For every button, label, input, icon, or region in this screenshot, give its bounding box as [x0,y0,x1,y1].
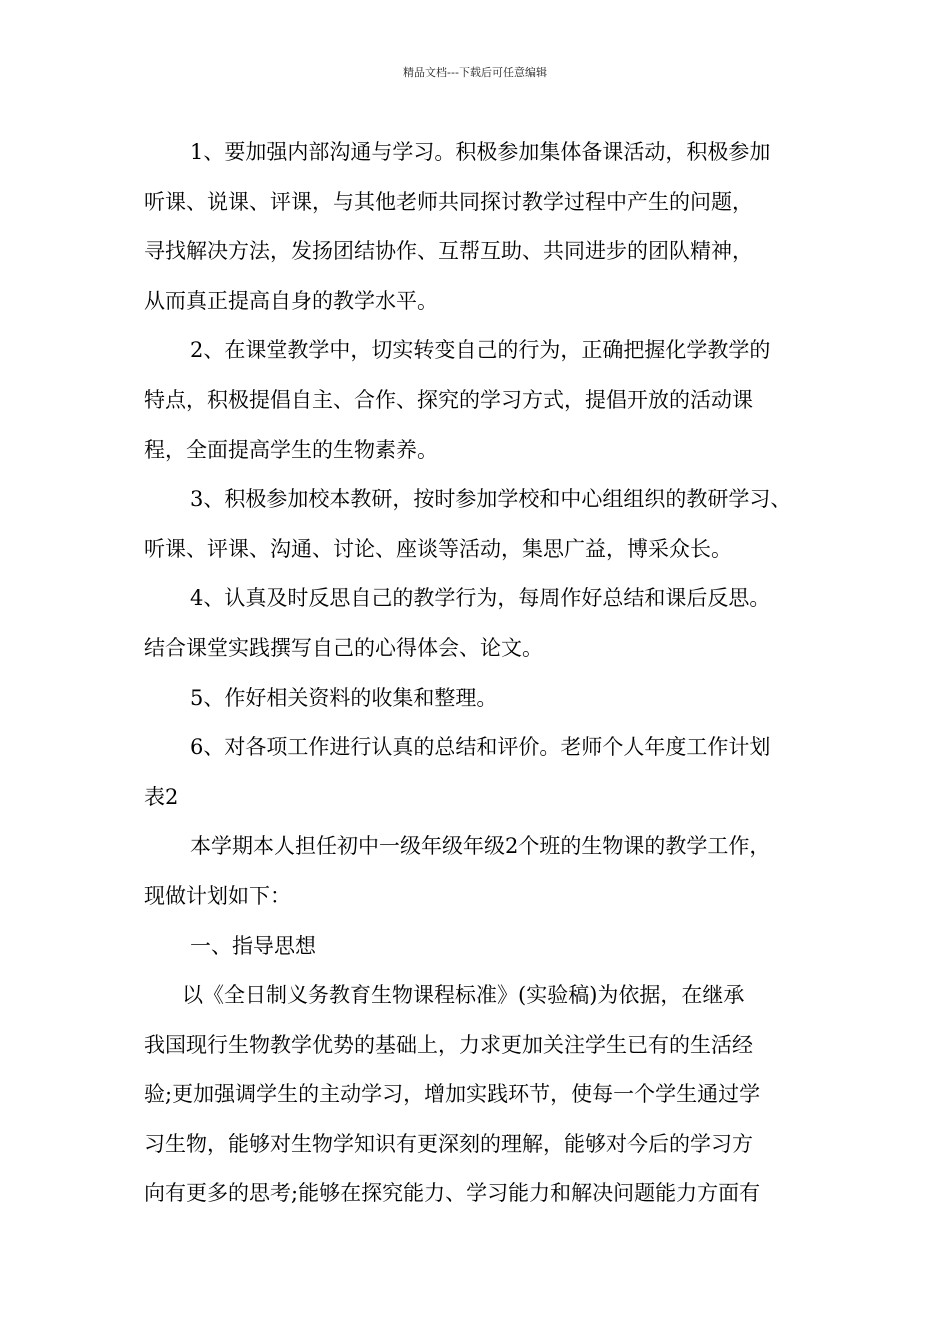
text-line: 6、对各项工作进行认真的总结和评价。老师个人年度工作计划 [190,735,771,760]
text-line: 程，全面提高学生的生物素养。 [144,437,438,462]
text-line: 结合课堂实践撰写自己的心得体会、论文。 [144,635,543,660]
text-line: 特点，积极提倡自主、合作、探究的学习方式，提倡开放的活动课 [144,387,753,412]
text-line: 4、认真及时反思自己的教学行为，每周作好总结和课后反思。 [190,586,771,611]
text-line: 向有更多的思考;能够在探究能力、学习能力和解决问题能力方面有 [144,1181,761,1206]
text-line: 寻找解决方法，发扬团结协作、互帮互助、共同进步的团队精神， [144,239,753,264]
text-line: 1、要加强内部沟通与学习。积极参加集体备课活动，积极参加 [190,140,771,164]
text-line: 以《全日制义务教育生物课程标准》(实验稿)为依据，在继承 [182,983,745,1008]
section-heading: 一、指导思想 [190,933,316,958]
text-line: 5、作好相关资料的收集和整理。 [190,685,498,710]
text-line: 习生物，能够对生物学知识有更深刻的理解，能够对今后的学习方 [144,1131,753,1156]
text-line: 2、在课堂教学中，切实转变自己的行为，正确把握化学教学的 [190,338,771,363]
document-body [144,128,824,1219]
text-line: 听课、说课、评课，与其他老师共同探讨教学过程中产生的问题， [144,189,753,214]
text-line: 我国现行生物教学优势的基础上，力求更加关注学生已有的生活经 [144,1032,753,1057]
text-line: 验;更加强调学生的主动学习，增加实践环节，使每一个学生通过学 [144,1082,761,1107]
text-line: 现做计划如下： [144,883,291,908]
text-line: 3、积极参加校本教研，按时参加学校和中心组组织的教研学习、 [190,487,792,512]
text-line: 从而真正提高自身的教学水平。 [144,288,438,313]
page-header: 精品文档---下载后可任意编辑 [403,66,547,79]
text-line: 听课、评课、沟通、讨论、座谈等活动，集思广益，博采众长。 [144,536,732,561]
text-line: 表2 [144,784,179,809]
text-line: 本学期本人担任初中一级年级年级2个班的生物课的教学工作， [190,834,771,859]
